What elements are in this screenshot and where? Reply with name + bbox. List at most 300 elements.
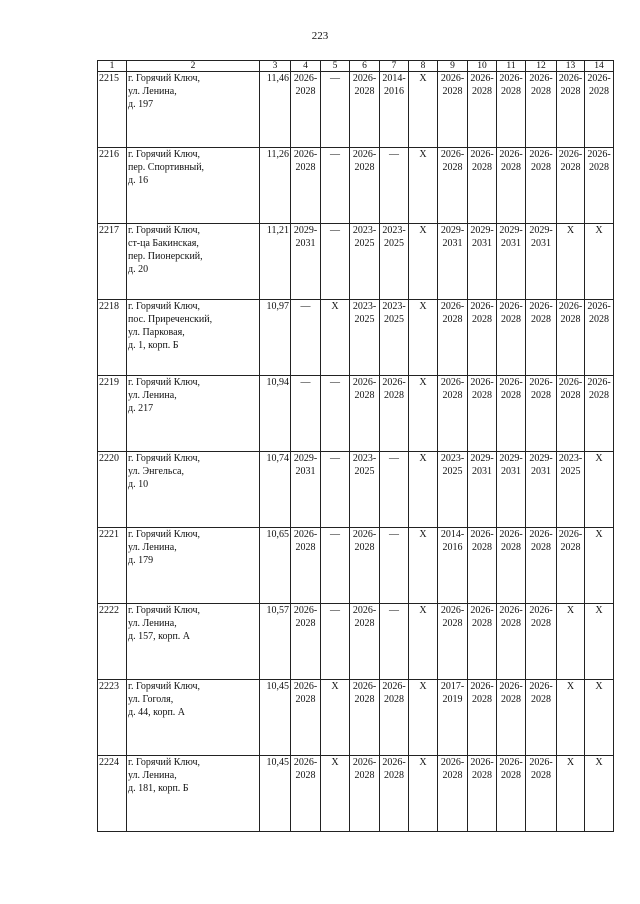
- column-number: 11: [497, 61, 526, 72]
- cell-text-line: 2026-: [440, 757, 465, 768]
- cell-col-13: [557, 376, 585, 452]
- cell-text-line: X: [566, 605, 575, 616]
- cell-text-line: 2029-: [293, 225, 318, 236]
- cell-text-line: ул. Энгельса,: [128, 466, 184, 477]
- cell-col-6: [350, 148, 380, 224]
- cell-col-14: [585, 604, 614, 680]
- cell-text-line: 2028: [531, 770, 551, 781]
- cell-col-12: [526, 224, 557, 300]
- housing-register-table: [97, 60, 614, 832]
- cell-col-12: [526, 376, 557, 452]
- cell-text-line: 2031: [295, 238, 316, 249]
- cell-col-7: [380, 604, 409, 680]
- cell-text-line: 2026-: [470, 73, 494, 84]
- cell-col-12: [526, 148, 557, 224]
- cell-text-line: 2028: [501, 162, 521, 173]
- cell-text-line: 2028: [384, 694, 404, 705]
- column-number: 14: [585, 61, 614, 72]
- cell-text-line: д. 1, корп. Б: [128, 340, 179, 351]
- cell-text-line: X: [419, 453, 427, 464]
- cell-text-line: 2016: [384, 86, 404, 97]
- cell-text-line: X: [331, 681, 339, 692]
- cell-col-14: [585, 224, 614, 300]
- cell-text-line: 2028: [589, 390, 609, 401]
- area-cell: 10,97: [260, 300, 291, 376]
- cell-text-line: 2025: [354, 238, 375, 249]
- cell-text-line: 2026-: [352, 681, 377, 692]
- cell-col-9: [438, 376, 468, 452]
- cell-col-10: [468, 528, 497, 604]
- cell-col-11: [497, 148, 526, 224]
- cell-col-10: [468, 452, 497, 528]
- cell-text-line: 2026-: [558, 377, 583, 388]
- cell-text-line: 2028: [295, 618, 316, 629]
- cell-text-line: 2028: [354, 542, 375, 553]
- cell-text-line: 2026-: [470, 681, 494, 692]
- cell-col-5: [321, 452, 350, 528]
- cell-text-line: 2026-: [529, 149, 553, 160]
- cell-text-line: г. Горячий Ключ,: [128, 757, 200, 768]
- cell-text-line: 2026-: [499, 149, 523, 160]
- cell-text-line: г. Горячий Ключ,: [128, 149, 200, 160]
- cell-text-line: 2029-: [470, 453, 494, 464]
- cell-text-line: X: [419, 225, 427, 236]
- cell-col-4: [291, 680, 321, 756]
- cell-text-line: X: [419, 73, 427, 84]
- cell-text-line: 2026-: [470, 377, 494, 388]
- cell-col-13: [557, 148, 585, 224]
- table-row: [98, 376, 614, 452]
- cell-text-line: 2026-: [293, 681, 318, 692]
- cell-col-4: [291, 528, 321, 604]
- cell-text-line: 2028: [442, 390, 463, 401]
- cell-col-6: [350, 528, 380, 604]
- table-row: [98, 224, 614, 300]
- cell-text-line: г. Горячий Ключ,: [128, 301, 200, 312]
- cell-text-line: 2031: [531, 238, 551, 249]
- column-number: 6: [350, 61, 380, 72]
- cell-text-line: 2023-: [352, 453, 377, 464]
- cell-text-line: 2028: [560, 314, 581, 325]
- cell-col-8: [409, 148, 438, 224]
- cell-col-9: [438, 680, 468, 756]
- cell-col-6: [350, 756, 380, 832]
- area-cell: 10,45: [260, 756, 291, 832]
- cell-text-line: 2026-: [558, 149, 583, 160]
- cell-col-14: [585, 148, 614, 224]
- cell-text-line: 2017-: [440, 681, 465, 692]
- cell-col-6: [350, 224, 380, 300]
- address-cell: [127, 452, 260, 528]
- cell-col-12: [526, 72, 557, 148]
- area-cell: 11,26: [260, 148, 291, 224]
- cell-text-line: г. Горячий Ключ,: [128, 681, 200, 692]
- cell-text-line: 2023-: [382, 225, 406, 236]
- cell-text-line: 2028: [295, 694, 316, 705]
- cell-text-line: 2026-: [529, 377, 553, 388]
- cell-text-line: 2028: [472, 770, 492, 781]
- cell-col-6: [350, 452, 380, 528]
- cell-text-line: 2026-: [587, 377, 611, 388]
- cell-text-line: 2026-: [529, 301, 553, 312]
- cell-text-line: 2028: [531, 162, 551, 173]
- cell-text-line: 2026-: [529, 73, 553, 84]
- cell-text-line: 2028: [589, 86, 609, 97]
- cell-col-5: [321, 756, 350, 832]
- cell-text-line: ул. Гоголя,: [128, 694, 174, 705]
- column-number: 12: [526, 61, 557, 72]
- cell-col-4: [291, 376, 321, 452]
- cell-text-line: 2029-: [499, 453, 523, 464]
- cell-text-line: 2028: [354, 390, 375, 401]
- column-number-row: [98, 61, 614, 72]
- column-number: 13: [557, 61, 585, 72]
- cell-col-7: [380, 224, 409, 300]
- cell-col-9: [438, 604, 468, 680]
- cell-text-line: 2026-: [382, 681, 406, 692]
- cell-text-line: 2028: [501, 770, 521, 781]
- cell-text-line: 2016: [442, 542, 463, 553]
- cell-text-line: 2023-: [382, 301, 406, 312]
- cell-col-10: [468, 224, 497, 300]
- cell-text-line: 2026-: [499, 301, 523, 312]
- cell-text-line: 2029-: [529, 225, 553, 236]
- cell-col-13: [557, 680, 585, 756]
- cell-text-line: 2028: [295, 162, 316, 173]
- cell-col-11: [497, 604, 526, 680]
- cell-text-line: 2029-: [499, 225, 523, 236]
- cell-col-7: [380, 148, 409, 224]
- cell-col-11: [497, 72, 526, 148]
- cell-col-8: [409, 528, 438, 604]
- column-number: 10: [468, 61, 497, 72]
- cell-text-line: 2026-: [440, 605, 465, 616]
- row-number: 2216: [98, 148, 127, 224]
- cell-col-14: [585, 452, 614, 528]
- cell-col-10: [468, 376, 497, 452]
- cell-col-11: [497, 452, 526, 528]
- cell-text-line: —: [389, 605, 399, 616]
- area-cell: 10,45: [260, 680, 291, 756]
- cell-col-4: [291, 72, 321, 148]
- cell-col-6: [350, 680, 380, 756]
- cell-text-line: 2031: [472, 466, 492, 477]
- cell-text-line: 2026-: [470, 529, 494, 540]
- cell-text-line: 2028: [354, 86, 375, 97]
- cell-text-line: 2028: [501, 618, 521, 629]
- cell-col-13: [557, 300, 585, 376]
- cell-text-line: 2028: [531, 86, 551, 97]
- cell-col-8: [409, 376, 438, 452]
- cell-text-line: 2026-: [499, 681, 523, 692]
- row-number: 2220: [98, 452, 127, 528]
- cell-col-4: [291, 604, 321, 680]
- cell-text-line: 2026-: [558, 73, 583, 84]
- cell-text-line: X: [419, 605, 427, 616]
- cell-text-line: 2026-: [529, 757, 553, 768]
- cell-text-line: 2028: [472, 542, 492, 553]
- cell-text-line: 2028: [531, 618, 551, 629]
- area-cell: 10,74: [260, 452, 291, 528]
- cell-text-line: —: [330, 377, 340, 388]
- cell-text-line: 2028: [531, 694, 551, 705]
- cell-col-14: [585, 376, 614, 452]
- area-cell: 11,21: [260, 224, 291, 300]
- cell-text-line: X: [595, 681, 603, 692]
- cell-col-4: [291, 300, 321, 376]
- cell-text-line: 2028: [295, 86, 316, 97]
- cell-text-line: 2023-: [558, 453, 583, 464]
- cell-text-line: 2031: [501, 238, 521, 249]
- cell-text-line: 2026-: [529, 681, 553, 692]
- cell-text-line: 2028: [560, 162, 581, 173]
- cell-text-line: —: [389, 149, 399, 160]
- cell-text-line: 2026-: [293, 605, 318, 616]
- row-number: 2218: [98, 300, 127, 376]
- cell-text-line: 2026-: [587, 149, 611, 160]
- cell-col-5: [321, 604, 350, 680]
- cell-text-line: 2028: [442, 314, 463, 325]
- column-number: 4: [291, 61, 321, 72]
- cell-text-line: X: [331, 757, 339, 768]
- cell-text-line: 2026-: [587, 73, 611, 84]
- cell-col-11: [497, 528, 526, 604]
- cell-text-line: 2028: [472, 314, 492, 325]
- address-cell: [127, 72, 260, 148]
- cell-text-line: 2028: [531, 390, 551, 401]
- cell-col-8: [409, 680, 438, 756]
- table-body: [98, 72, 614, 832]
- column-number: 2: [127, 61, 260, 72]
- cell-text-line: ул. Ленина,: [128, 86, 177, 97]
- cell-text-line: 2028: [472, 86, 492, 97]
- cell-text-line: 2026-: [293, 149, 318, 160]
- cell-text-line: 2026-: [352, 149, 377, 160]
- cell-col-4: [291, 452, 321, 528]
- cell-col-12: [526, 756, 557, 832]
- column-number: 1: [98, 61, 127, 72]
- cell-col-10: [468, 148, 497, 224]
- cell-text-line: д. 20: [128, 264, 149, 275]
- cell-text-line: 2028: [295, 542, 316, 553]
- cell-col-12: [526, 300, 557, 376]
- cell-col-12: [526, 680, 557, 756]
- cell-text-line: д. 179: [128, 555, 154, 566]
- cell-text-line: 2014-: [440, 529, 465, 540]
- cell-text-line: 2028: [589, 162, 609, 173]
- cell-text-line: 2026-: [499, 757, 523, 768]
- cell-text-line: 2028: [442, 770, 463, 781]
- cell-col-9: [438, 224, 468, 300]
- cell-text-line: ул. Ленина,: [128, 542, 177, 553]
- cell-text-line: ст-ца Бакинская,: [128, 238, 199, 249]
- cell-text-line: 2026-: [558, 529, 583, 540]
- cell-col-14: [585, 300, 614, 376]
- cell-col-7: [380, 756, 409, 832]
- cell-text-line: 2028: [501, 390, 521, 401]
- cell-col-8: [409, 224, 438, 300]
- cell-text-line: 2026-: [352, 605, 377, 616]
- cell-col-6: [350, 300, 380, 376]
- cell-text-line: 2028: [560, 86, 581, 97]
- cell-text-line: 2031: [501, 466, 521, 477]
- cell-text-line: X: [419, 757, 427, 768]
- cell-col-7: [380, 376, 409, 452]
- cell-col-14: [585, 528, 614, 604]
- cell-col-7: [380, 452, 409, 528]
- cell-col-12: [526, 528, 557, 604]
- cell-text-line: 2025: [354, 466, 375, 477]
- cell-text-line: г. Горячий Ключ,: [128, 225, 200, 236]
- cell-text-line: X: [566, 681, 575, 692]
- cell-text-line: 2026-: [470, 149, 494, 160]
- cell-col-10: [468, 72, 497, 148]
- row-number: 2219: [98, 376, 127, 452]
- cell-text-line: д. 10: [128, 479, 149, 490]
- cell-text-line: 2026-: [440, 149, 465, 160]
- cell-col-11: [497, 756, 526, 832]
- cell-text-line: 2028: [354, 694, 375, 705]
- table-row: [98, 72, 614, 148]
- cell-text-line: X: [331, 301, 339, 312]
- column-number: 8: [409, 61, 438, 72]
- cell-text-line: 2029-: [470, 225, 494, 236]
- cell-text-line: ул. Ленина,: [128, 618, 177, 629]
- cell-col-8: [409, 756, 438, 832]
- cell-text-line: 2026-: [382, 757, 406, 768]
- cell-text-line: X: [419, 301, 427, 312]
- cell-text-line: 2028: [442, 162, 463, 173]
- cell-text-line: 2028: [472, 162, 492, 173]
- cell-text-line: 2028: [589, 314, 609, 325]
- cell-text-line: ул. Ленина,: [128, 390, 177, 401]
- cell-text-line: X: [419, 529, 427, 540]
- table-row: [98, 528, 614, 604]
- cell-col-11: [497, 376, 526, 452]
- cell-col-14: [585, 72, 614, 148]
- cell-text-line: д. 44, корп. А: [128, 707, 186, 718]
- cell-col-7: [380, 680, 409, 756]
- cell-text-line: г. Горячий Ключ,: [128, 529, 200, 540]
- cell-text-line: X: [566, 757, 575, 768]
- cell-text-line: —: [330, 529, 340, 540]
- column-number: 3: [260, 61, 291, 72]
- cell-text-line: X: [419, 149, 427, 160]
- cell-text-line: 2025: [384, 314, 404, 325]
- cell-text-line: X: [595, 529, 603, 540]
- table-row: [98, 148, 614, 224]
- cell-col-13: [557, 528, 585, 604]
- address-cell: [127, 756, 260, 832]
- cell-col-5: [321, 680, 350, 756]
- cell-col-12: [526, 452, 557, 528]
- row-number: 2224: [98, 756, 127, 832]
- cell-text-line: 2028: [501, 542, 521, 553]
- cell-text-line: 2028: [472, 618, 492, 629]
- cell-text-line: 2028: [560, 542, 581, 553]
- column-number: 5: [321, 61, 350, 72]
- cell-text-line: г. Горячий Ключ,: [128, 605, 200, 616]
- address-cell: [127, 680, 260, 756]
- cell-col-7: [380, 72, 409, 148]
- cell-text-line: 2028: [295, 770, 316, 781]
- cell-text-line: —: [330, 225, 340, 236]
- cell-text-line: —: [300, 377, 311, 388]
- cell-col-13: [557, 72, 585, 148]
- cell-text-line: 2023-: [440, 453, 465, 464]
- cell-text-line: 2028: [354, 770, 375, 781]
- cell-text-line: д. 157, корп. А: [128, 631, 191, 642]
- cell-text-line: 2025: [384, 238, 404, 249]
- cell-text-line: 2028: [354, 162, 375, 173]
- cell-text-line: 2026-: [529, 605, 553, 616]
- cell-text-line: 2026-: [352, 757, 377, 768]
- cell-text-line: 2026-: [499, 73, 523, 84]
- cell-text-line: д. 16: [128, 175, 149, 186]
- cell-text-line: г. Горячий Ключ,: [128, 453, 200, 464]
- cell-text-line: 2026-: [440, 377, 465, 388]
- cell-col-12: [526, 604, 557, 680]
- cell-text-line: X: [566, 225, 575, 236]
- table-row: [98, 300, 614, 376]
- cell-text-line: 2026-: [470, 301, 494, 312]
- cell-text-line: 2026-: [293, 529, 318, 540]
- cell-text-line: 2031: [295, 466, 316, 477]
- address-cell: [127, 224, 260, 300]
- cell-text-line: 2023-: [352, 225, 377, 236]
- cell-text-line: пер. Пионерский,: [128, 251, 203, 262]
- cell-col-13: [557, 604, 585, 680]
- cell-text-line: 2026-: [499, 529, 523, 540]
- cell-col-11: [497, 680, 526, 756]
- area-cell: 10,94: [260, 376, 291, 452]
- cell-text-line: 2026-: [470, 605, 494, 616]
- cell-text-line: пос. Приреченский,: [128, 314, 213, 325]
- cell-text-line: 2026-: [587, 301, 611, 312]
- cell-text-line: 2028: [472, 390, 492, 401]
- row-number: 2215: [98, 72, 127, 148]
- cell-col-4: [291, 224, 321, 300]
- cell-text-line: г. Горячий Ключ,: [128, 377, 200, 388]
- cell-text-line: —: [330, 605, 340, 616]
- cell-col-11: [497, 300, 526, 376]
- cell-text-line: 2026-: [440, 301, 465, 312]
- cell-col-6: [350, 72, 380, 148]
- address-cell: [127, 528, 260, 604]
- cell-text-line: 2014-: [382, 73, 406, 84]
- cell-text-line: 2026-: [352, 377, 377, 388]
- cell-col-10: [468, 300, 497, 376]
- cell-col-10: [468, 680, 497, 756]
- cell-text-line: 2025: [442, 466, 463, 477]
- cell-text-line: 2026-: [440, 73, 465, 84]
- cell-text-line: 2031: [442, 238, 463, 249]
- cell-col-5: [321, 528, 350, 604]
- cell-text-line: 2028: [384, 770, 404, 781]
- cell-col-8: [409, 300, 438, 376]
- cell-text-line: 2028: [531, 542, 551, 553]
- cell-col-7: [380, 300, 409, 376]
- cell-text-line: 2025: [560, 466, 581, 477]
- cell-text-line: 2025: [354, 314, 375, 325]
- cell-text-line: пер. Спортивный,: [128, 162, 205, 173]
- cell-text-line: 2028: [354, 618, 375, 629]
- cell-col-14: [585, 680, 614, 756]
- cell-col-5: [321, 224, 350, 300]
- cell-col-5: [321, 300, 350, 376]
- cell-text-line: —: [389, 453, 399, 464]
- cell-text-line: X: [595, 225, 603, 236]
